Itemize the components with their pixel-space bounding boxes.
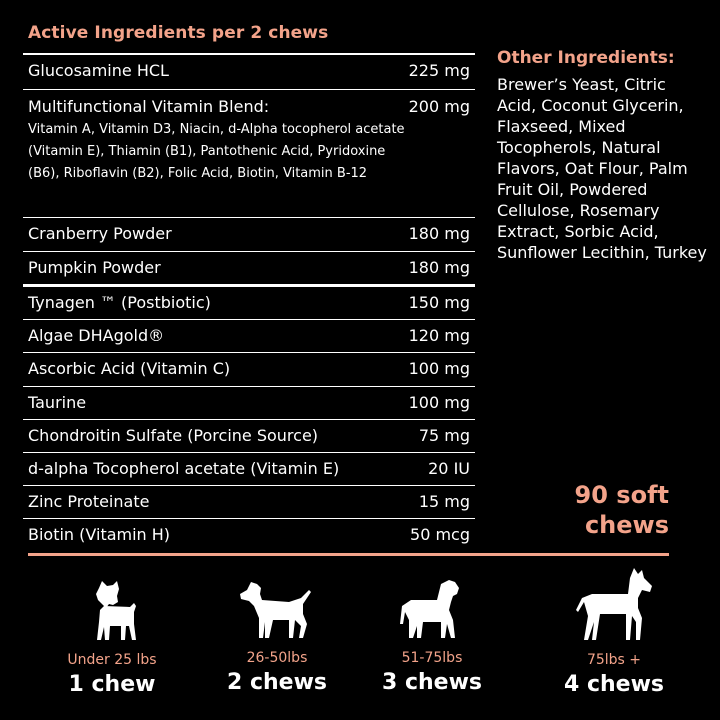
large-dog-icon: [397, 580, 467, 640]
ingredient-name: Multifunctional Vitamin Blend:: [28, 97, 270, 116]
medium-dog-icon: [237, 580, 317, 640]
ingredient-name: Chondroitin Sulfate (Porcine Source): [28, 426, 319, 445]
dosage-weight: Under 25 lbs: [67, 652, 157, 668]
ingredient-row: [23, 218, 475, 252]
dosage-weight: 75lbs +: [586, 652, 642, 668]
ingredient-row: [23, 353, 475, 387]
ingredient-name: Cranberry Powder: [28, 224, 172, 243]
ingredient-amount: 75 mg: [418, 426, 470, 445]
ingredient-row: [23, 287, 475, 320]
count-line-2: chews: [584, 511, 669, 539]
ingredient-row: [23, 55, 475, 90]
dosage-item-3: [352, 580, 512, 695]
ingredient-row: [23, 387, 475, 420]
ingredient-amount: 120 mg: [408, 326, 470, 345]
giant-dog-icon: [572, 566, 656, 642]
ingredient-name: Ascorbic Acid (Vitamin C): [28, 359, 231, 378]
ingredient-subtext: Vitamin A, Vitamin D3, Niacin, d-Alpha tocopherol acetate (Vitamin E), Thiamin (B1), Pantothenic Acid, Pyridoxine (B6), Riboflavin (B2), Folic Acid, Biotin, Vitamin B-12: [28, 122, 405, 181]
ingredient-amount: 225 mg: [408, 61, 470, 80]
ingredient-amount: 50 mcg: [410, 525, 470, 544]
dosage-item-2: [197, 580, 357, 695]
ingredient-name: Glucosamine HCL: [28, 61, 169, 80]
ingredient-row: [23, 519, 475, 551]
ingredient-row: [23, 420, 475, 453]
dosage-chews: 2 chews: [226, 670, 327, 695]
ingredient-amount: 100 mg: [408, 359, 470, 378]
other-ingredients: [497, 48, 707, 263]
dosage-chews: 3 chews: [381, 670, 482, 695]
ingredient-name: Pumpkin Powder: [28, 258, 161, 277]
ingredient-amount: 200 mg: [408, 97, 470, 116]
ingredient-name: Biotin (Vitamin H): [28, 525, 171, 544]
ingredient-amount: 150 mg: [408, 293, 470, 312]
active-ingredients-title: Active Ingredients per 2 chews: [28, 23, 329, 43]
dosage-chews: 1 chew: [68, 672, 156, 697]
ingredient-name: Algae DHAgold®: [28, 326, 165, 345]
ingredient-table: [23, 53, 475, 551]
ingredient-name: Tynagen ™ (Postbiotic): [28, 293, 211, 312]
ingredient-name: d-alpha Tocopherol acetate (Vitamin E): [28, 459, 340, 478]
ingredient-row: [23, 252, 475, 287]
dosage-weight: 51-75lbs: [401, 650, 463, 666]
ingredient-amount: 20 IU: [428, 459, 470, 478]
ingredient-row: [23, 320, 475, 353]
ingredient-row: [23, 453, 475, 486]
ingredient-amount: 15 mg: [418, 492, 470, 511]
soft-chews-count: [499, 480, 669, 540]
dosage-item-1: [32, 580, 192, 697]
ingredient-amount: 100 mg: [408, 393, 470, 412]
ingredient-row: [23, 90, 475, 218]
dosage-item-4: [534, 566, 694, 697]
small-dog-icon: [82, 580, 142, 642]
other-ingredients-text: Brewer’s Yeast, Citric Acid, Coconut Glycerin, Flaxseed, Mixed Tocopherols, Natural Flavors, Oat Flour, Palm Fruit Oil, Powdered Cellulose, Rosemary Extract, Sorbic Acid, Sunflower Lecithin, Turkey: [497, 75, 707, 262]
ingredient-amount: 180 mg: [408, 224, 470, 243]
ingredient-row: [23, 486, 475, 519]
ingredient-name: Zinc Proteinate: [28, 492, 150, 511]
dosage-chews: 4 chews: [563, 672, 664, 697]
ingredient-amount: 180 mg: [408, 258, 470, 277]
count-line-1: 90 soft: [574, 481, 669, 509]
other-ingredients-title: Other Ingredients:: [497, 48, 675, 68]
ingredient-name: Taurine: [28, 393, 87, 412]
dosage-weight: 26-50lbs: [246, 650, 308, 666]
section-divider: [28, 553, 669, 556]
